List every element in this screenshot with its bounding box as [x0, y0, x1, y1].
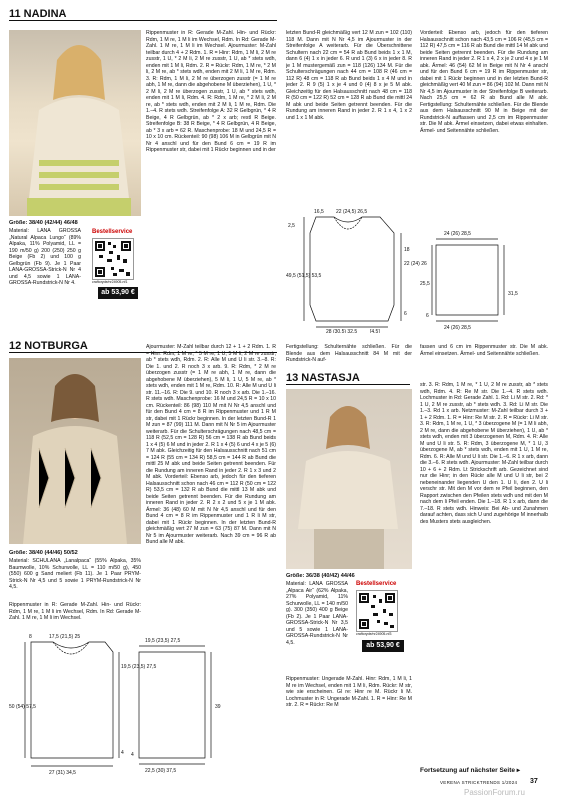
nadina-photo — [9, 30, 141, 216]
schema1-label-right1: 18 — [404, 247, 410, 253]
qr-code-icon — [93, 239, 133, 279]
schema1-sleeve-l: 6 — [426, 313, 429, 319]
nastasja-col4: str. 3. R: Rdm, 1 M re, * 1 U, 2 M re zusstr, ab * stets wdh, Rdm. 4. R: Re M str. Die 1.–4. R stets wdh. Lochmuster in Rd: Gerade Zahl. 1. Rd: Li M str. 2. Rd: * 1 U, 2 M re zusstr, ab * stets wdh. 3. Rd: Li M str. Die 1.–3. Rd 1 x arb. Netzmuster: M-Zahl teilbar durch 3 + 1 + 2 Rdm. 1. R = Hinr: Re M str. 2. R = Rückr: Li M str. 3. R: Rdm, 1 M re, 1 U, * 3 überzogene M (= 1 M li abh, 2 M re, dann die abgehobene M überziehen), 1 U, ab * stets wdh, enden mit 3 überzogenen M, Rdm. 4. R: Alle M und U li str. 5. R: Rdm, 3 überzogene M, * 1 U, 3 überzogene M, ab * stets wdh, enden mit 1 U, 1 M re, Rdm. 6. R: Alle M und U li str. Die 1.–6. R 1 x arb, dann die 3.–6. R stets wdh. Ajourmuster: M-Zahl teilbar durch 10 + 6 + 2 Rdm. Lt Strickschrift arb. Gezeichnet sind nur die Hinr; in den Rückr alle M und U li str, bei 2 nebeneinander liegenden U den 1. U li, den 2. U li verschr str. Mit den M vor dem re Pfeil beginnen, den Rapport zwischen den Pfeilen stets wdh und mit den M nach dem li Pfeil enden. Die 1.–18. R 1 x arb, dann die 7.–18. R stets wdh. Hinweis: Bei Ab- und Zunahmen darauf achten, dass sich U und zugehörige M innerhalb des Musters stets ausgleichen. — [420, 382, 548, 525]
nastasja-material: Material: LANA GROSSA „Alpaca Air“ (62% Alpaka, 27% Polyamid, 11% Schurwolle, LL = 140 m/50 g). 300 (350) 400 g Beige (Fb 2). Je 1 Paar LANA-GROSSA-Strick-N Nr 3,5 und 5 sowie 1 LANA-GROSSA-Rundstrick-N Nr 4,5. — [286, 581, 348, 646]
schema1-label-bottom: 28 (30,5) 32,5 — [326, 329, 358, 333]
schema1-label-right3: 6 — [404, 311, 407, 317]
schema2-label-side: 8 — [29, 634, 32, 640]
nastasja-size: Größe: 36/38 (40/42) 44/46 — [286, 573, 355, 579]
nastasja-photo — [286, 389, 412, 569]
nadina-qr-code[interactable] — [92, 238, 134, 280]
schema2-label-top: 17,5 (21,5) 25 — [49, 634, 81, 640]
schema2-label-left: 50 (54) 57,5 — [9, 704, 36, 710]
notburga-material: Material: SCHULANA „Lanalpaca“ (55% Alpaka, 35% Baumwolle, 10% Schurwolle, LL = 110 m/50 g), 450 (550) 600 g Sand meliert (Fb 11). Je 1 Paar PRYM-Strick-N Nr 4,5 und 5 sowie 1 PRYM-Rundstrick-N Nr 4,5. — [9, 558, 141, 590]
model-image — [9, 30, 141, 216]
nastasja-col3: Rippenmuster: Ungerade M-Zahl. Hinr: Rdm, 1 M li, 1 M re im Wechsel, enden mit 1 M li, Rdm. Rückr: M str, wie sie erscheinen. Gl re: Hinr re M. Rückr li M. Lochmuster in R: Ungerade M-Zahl. 1. R = Hinr: Re M str. 2. R = Rückr: Re M — [286, 676, 412, 708]
nadina-col3: letzten Bund-R gleichmäßig vert 12 M zun = 102 (110) 118 M. Dann mit N Nr 4,5 im Ajourmuster in der Streifenfolge A weiterarb. Für die Überschnittene Schultern nach 22 cm = 54 R ab Bund beids 1 x 1 M, dann 6 (4) 1 x in jeder 6. R und 1 (3) 6 x in jeder 8. R je 1 M mustergemäß zun = 118 (126) 134 M. Für die Schulterschrägungen nach 44 cm = 108 R (46 cm = 112 R) 48 cm = 118 R ab Bund beids 1 x 4 M und in jeder 2. R 9 (5) 1 x je 4 und 0 (4) 8 x je 5 M abk. Gleichzeitig für den Halsausschnitt nach 48 cm = 118 R (50 cm = 122 R) 52 cm = 128 R ab Bund die mittl 24 M abk und beide Seiten getrennt beenden. Für die Rundung am inneren Rand in jeder 2. R 1 x 4, 1 x 2 und 1 x 1 M abk. — [286, 30, 412, 121]
schema1-label-left1: 2,5 — [288, 223, 295, 229]
nadina-col2: Rippenmuster in R: Gerade M-Zahl. Hin- und Rückr: Rdm, 1 M re, 1 M li im Wechsel, Rdm. In Rd: Gerade M-Zahl. 1 M re, 1 M li im Wechsel. Ajourmuster: M-Zahl teilbar durch 4 + 2 Rdm. 1. R = Hinr: Rdm, 1 M li, 2 M re zusstr, 1 U, * 2 M li, 2 M re zusstr, 1 U, ab * stets wdh, enden mit 1 M li, Rdm. 2. R = Rückr: Rdm, 1 M re, * 2 M li, 2 M re, ab * stets wdh, enden mit 2 M li, 1 M re, Rdm. 3. R: Rdm, 1 M li, 2 M re überzogen zusstr (= 1 M re abh, 1 M re, dann die abgehobene M überziehen), 1 U, * 2 M li, 2 M re überzogen zusstr, 1 U, ab * stets wdh, enden mit 1 M li, Rdm. 4. R: Rdm, 1 M re, * 2 M li, 2 M re, ab * stets wdh, enden mit 2 M li, 1 M re, Rdm. Die 1.–4. R stets wdh. Streifenfolge A: 32 R Gelbgrün, * 4 R Beige, 4 R Gelbgrün, ab * 2 x arb; restl R Beige. Streifenfolge B: 38 R Beige, * 4 R Gelbgrün, 4 R Beige, ab * 3 x arb = 62 R. Maschenprobe: 18 M und 24,5 R = 10 x 10 cm. Rückenteil: 90 (98) 106 M in Gelbgrün mit N Nr 4 anschl und für den Bund 6 cm = 19 R im Rippenmuster str, dabei mit 1 Rückr beginnen und in der — [146, 30, 276, 153]
schema2-sleeve-r: 39 — [215, 704, 221, 710]
nadina-schema — [286, 205, 556, 333]
schema1-label-top: 16,5 — [314, 209, 324, 215]
schema2-sleeve-l: 4 — [131, 752, 134, 758]
schema1-sleeve-r: 31,5 — [508, 291, 518, 297]
schema1-label-right2: 22 (24) 26 — [404, 261, 427, 267]
schema2-sleeve-b: 22,5 (30) 37,5 — [145, 768, 177, 774]
section-title-nadina: 11 NADINA — [9, 8, 277, 21]
nadina-bestellservice: Bestellservice — [92, 229, 133, 235]
notburga-col2: Ajourmuster: M-Zahl teilbar durch 12 + 1 + 2 Rdm. 1. R = Hinr: Rdm, 1 M re, * 5 M re, 1 U, 5 M li, 2 M re zusstr, ab * stets wdh, Rdm. 2. R: Alle M und U li str. 3.–8. R: Die 1. und 2. R noch 3 x arb. 9. R: Rdm, * 2 M re überzogen zusstr (= 1 M re abh, 1 M re, dann die abgehobene M überziehen), 5 M li, 1 U, 5 M re, ab * stets wdh, enden mit 1 M re, Rdm. 10. R: Alle M und U li str. 11.–16. R: Die 9. und 10. R noch 3 x arb. Die 1.–16. R stets wdh. Maschenprobe: 16 M und 24,5 R = 10 x 10 cm. Rückenteil: 86 (98) 110 M mit N Nr 4,5 anschl und für den Bund 4 cm = 8 R im Rippenmuster und 1 R M str, dabei mit 1 Rückr beginnen. In der letzten Bund-R 1 M zun = 87 (99) 111 M. Dann mit N Nr 5 im Ajourmuster weiterarb. Für die Schulterschrägungen nach 48,5 cm = 118 R (52,5 cm = 128 R) 56 cm = 138 R ab Bund beids 1 x 4 (5) 6 M und in jeder 2. R 1 x 4 (5) 6 und 4 x je 5 (6) 7 M abk. Gleichzeitig für den Halsausschnitt nach 51 cm = 124 R (55 cm = 134 R) 58,5 cm = 144 R ab Bund die mittl 25 M abk und beide Seiten getrennt beenden. Für die Rundung am inneren Rand in jeder 2. R 1 x 3 und 2 M abk. Vorderteil: Ebenso arb, jedoch für den tieferen Halsausschnitt schon nach 46 cm = 112 R (50 cm = 122 R) 53,5 cm = 132 R ab Bund die mittl 13 M abk und beide Seiten getrennt beenden. Für die Rundung am inneren Rand in jeder 2. R 2 x 2 und 5 x je 1 M abk. Ärmel: 36 (48) 60 M mit N Nr 4,5 anschl und für den Bund 4 cm = 8 R im Rippenmuster und 1 R li M str, dabei mit 1 Rückr beginnen. In der letzten Bund-R gleichmäßig vert 27 M zun = 63 (75) 87 M. Dann mit N Nr 5 im Ajourmuster weiterarb. Nach 39 cm = 96 R ab Bund alle M abk. — [146, 344, 276, 545]
schema1-sleeve-top: 24 (26) 28,5 — [444, 231, 471, 237]
model-image — [9, 358, 141, 544]
notburga-col4: fassen und 6 cm im Rippenmuster str. Die M abk. Ärmel einsetzen. Ärmel- und Seitennähte schließen. — [420, 344, 548, 357]
notburga-rippen: Rippenmuster in R: Gerade M-Zahl. Hin- und Rückr: Rdm, 1 M re, 1 M li im Wechsel, Rdm. In Rd: Gerade M-Zahl. 1 M re, 1 M li im Wechsel. — [9, 602, 141, 621]
section-title-nastasja: 13 NASTASJA — [286, 372, 410, 385]
nastasja-qr-caption: craftoryde/nr24905-nf3 — [356, 632, 392, 636]
nadina-qr-caption: craftoryde/nr24905-nf1 — [92, 280, 128, 284]
notburga-col3: Fertigstellung: Schulternähte schließen. Für die Blende aus dem Halsausschnitt 84 M mit der Rundstrick-N auf- — [286, 344, 412, 363]
schema2-label-right1: 19,5 (23,5) 27,5 — [121, 664, 157, 670]
magazine-name: VERENA STRICKTRENDS 1/2024 — [440, 780, 518, 785]
model-image — [286, 389, 412, 569]
notburga-photo — [9, 358, 141, 544]
page-number: 37 — [530, 778, 538, 785]
schema2-label-bottom: 27 (31) 34,5 — [49, 770, 76, 776]
nadina-size: Größe: 38/40 (42/44) 46/48 — [9, 220, 78, 226]
nadina-price-badge[interactable]: ab 53,90 € — [98, 287, 138, 299]
nastasja-bestellservice: Bestellservice — [356, 581, 397, 587]
qr-code-icon — [357, 591, 397, 631]
section-title-notburga: 12 NOTBURGA — [9, 340, 277, 353]
nastasja-price-badge[interactable]: ab 53,90 € — [362, 640, 404, 652]
nadina-col4: Vorderteil: Ebenso arb, jedoch für den tieferen Halsausschnitt schon nach 43,5 cm = 106 R (45,5 cm = 112 R) 47,5 cm = 116 R ab Bund die mittl 14 M abk und beide Seiten getrennt beenden. Für die Rundung am inneren Rand in jeder 2. R 1 x 4, 2 x je 2 und 4 x je 1 M abk. Ärmel: 46 (54) 62 M in Beige mit N Nr 4 anschl und für den Bund 6 cm = 19 R im Rippenmuster str, dabei mit 1 Rückr beginnen und in der letzten Bund-R gleichmäßig vert 40 M zun = 86 (94) 102 M. Dann mit N Nr 4,5 im Ajourmuster in der Streifenfolge B weiterarb. Nach 25,5 cm = 62 R ab Bund alle M abk. Fertigstellung: Schulternähte schließen. Für die Blende aus dem Halsausschnitt 90 M in Beige mit der Rundstrick-N auffassen und 2,5 cm im Rippenmuster str. Die M abk. Ärmel einsetzen, dabei etwas einhalten. Ärmel- und Seitennähte schließen. — [420, 30, 548, 134]
schema1-label-left2: 49,5 (51,5) 53,5 — [286, 273, 322, 279]
schema1-label-bottom2: [4,5] — [370, 329, 380, 333]
nastasja-qr-code[interactable] — [356, 590, 398, 632]
continuation-link[interactable]: Fortsetzung auf nächster Seite ▸ — [420, 767, 521, 774]
schema1-label-mid: 22 (24,5) 26,5 — [336, 209, 368, 215]
schema1-sleeve-h: 25,5 — [420, 281, 430, 287]
nadina-material: Material: LANA GROSSA „Natural Alpaca Lungo“ (89% Alpaka, 11% Polyamid, LL = 190 m/50 g) 200 (250) 250 g Beige (Fb 2) und 100 g Gelbgrün (Fb 9). Je 1 Paar LANA-GROSSA-Strick-N Nr 4 und 4,5 sowie 1 LANA-GROSSA-Rundstrick-N Nr 4. — [9, 228, 81, 286]
schema2-label-right2: 4 — [121, 750, 124, 756]
schema1-sleeve-b: 24 (26) 28,5 — [444, 325, 471, 331]
schema2-sleeve-top: 19,5 (23,5) 27,5 — [145, 638, 181, 644]
notburga-size: Größe: 38/40 (44/46) 50/52 — [9, 550, 78, 556]
watermark: PassionForum.ru — [464, 788, 525, 797]
